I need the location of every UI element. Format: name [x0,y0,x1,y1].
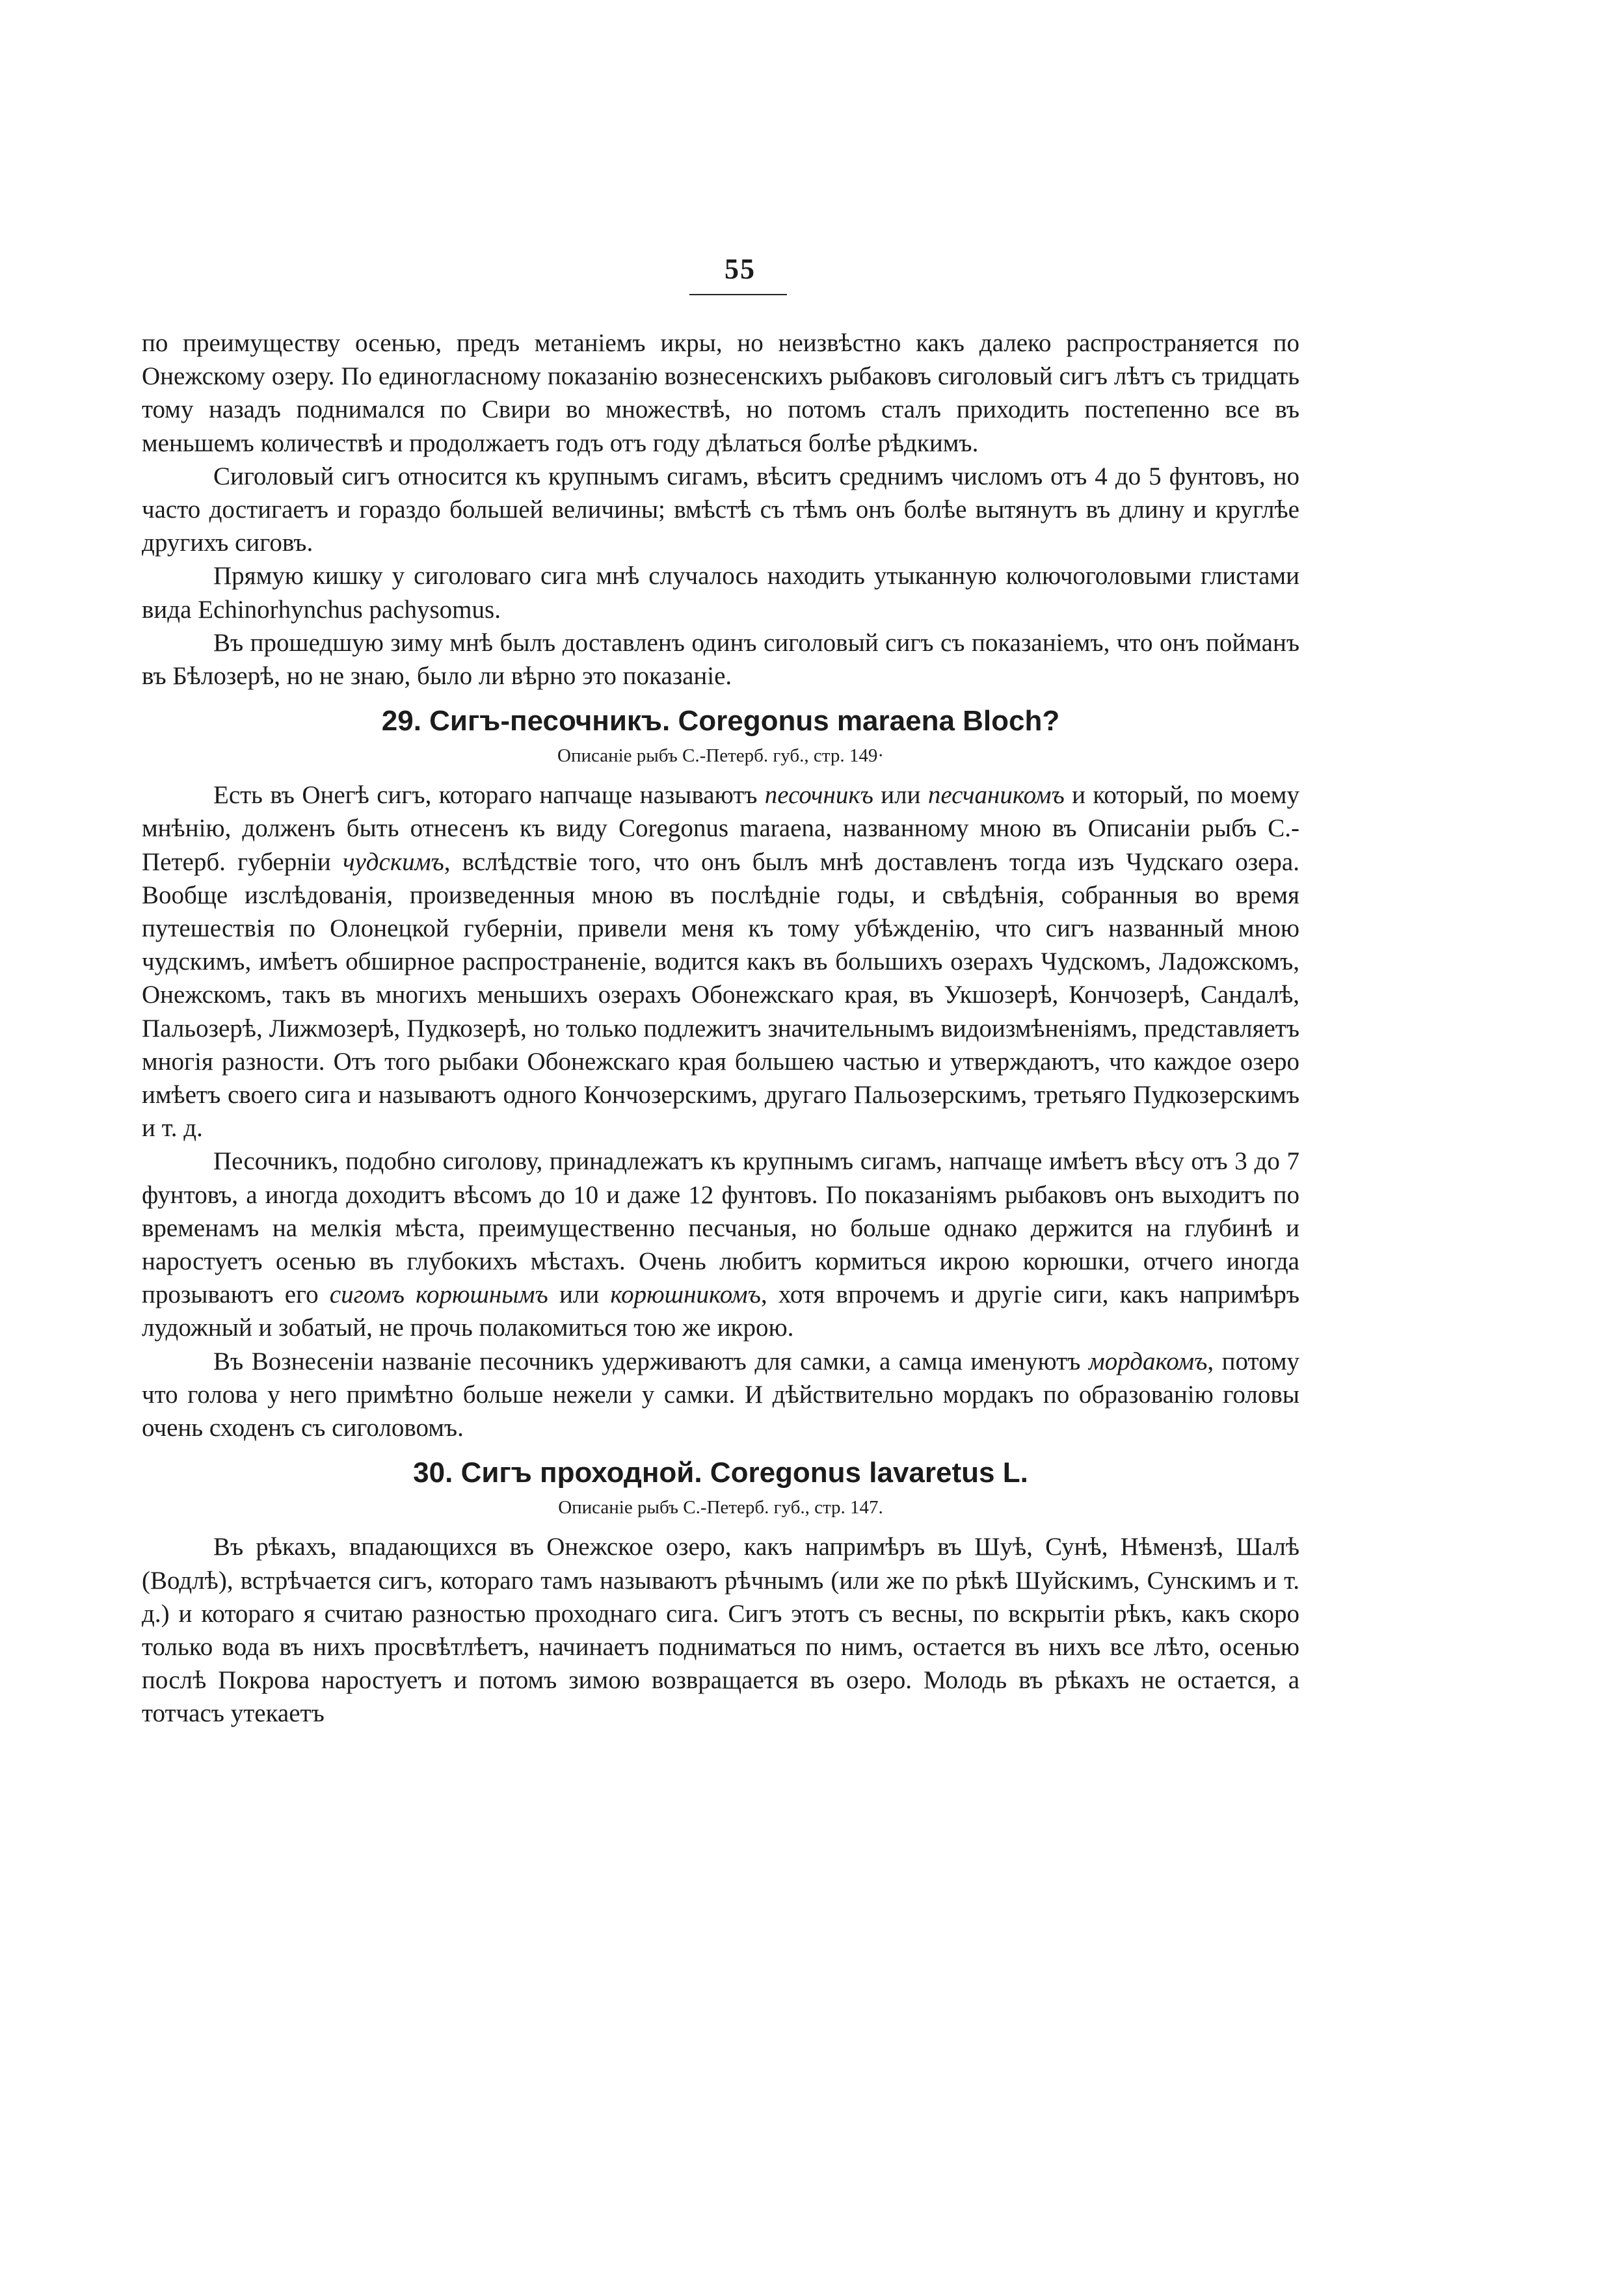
section-29-heading: 29. Сигъ-песочникъ. Coregonus maraena Bloch? [381,705,1060,737]
section-29-reference: Описаніе рыбъ С.-Петерб. губ., стр. 149· [557,745,884,767]
intro-paragraph-1: по преимуществу осенью, предъ метаніемъ икры, но неизвѣстно какъ далеко распространяется по Онежскому озеру. По единогласному показанію вознесенскихъ рыбаковъ сиголовый сигъ лѣтъ съ тридцать тому назадъ поднимался по Свири во множествѣ, но потомъ сталъ приходить постепенно все въ меньшемъ количествѣ и продолжаетъ годъ отъ году дѣлаться болѣе рѣдкимъ. [142,329,1299,457]
text-run: , вслѣдствіе того, что онъ былъ мнѣ доставленъ тогда изъ Чудскаго озера. Вообще изслѣдованія, произведенныя мною въ послѣдніе годы, и свѣдѣнія, собранныя во время путешествія по Олонецкой губерніи, привели меня къ тому убѣжденію, что сигъ названный мною чудскимъ, имѣетъ обширное распространеніе, водится какъ въ большихъ озерахъ Чудскомъ, Ладожскомъ, Онежскомъ, такъ въ многихъ меньшихъ озерахъ Обонежскаго края, въ Укшозерѣ, Кончозерѣ, Сандалѣ, Пальозерѣ, Лижмозерѣ, Пудкозерѣ, но только подлежитъ значительнымъ видоизмѣненіямъ, представляетъ многія разности. Отъ того рыбаки Обонежскаго края большею частью и утверждаютъ, что каждое озеро имѣетъ своего сига и называютъ одного Кончозерскимъ, другаго Пальозерскимъ, третьяго Пудкозерскимъ и т. д. [142,847,1299,1143]
section-30-heading: 30. Сигъ проходной. Coregonus lavaretus L. [413,1457,1028,1489]
section-29-paragraph-3 [142,1345,1299,1445]
italic-term: песочникъ [764,781,873,810]
text-run: , потому что голова у него примѣтно больше нежели у самки. И дѣйствительно мордакъ по образованію головы очень сходенъ съ сиголовомъ. [142,1347,1300,1442]
text-run: Песочникъ, подобно сиголову, принадлежатъ къ крупнымъ сигамъ, напчаще имѣетъ вѣсу отъ 3 до 7 фунтовъ, а иногда доходитъ вѣсомъ до 10 и даже 12 фунтовъ. По показаніямъ рыбаковъ онъ выходитъ по временамъ на мелкія мѣста, преимущественно песчаныя, но больше однако держится на глубинѣ и наростуетъ осенью въ глубокихъ мѣстахъ. Очень любитъ кормиться икрою корюшки, отчего иногда прозываютъ его [142,1147,1299,1309]
text-run: Есть въ Онегѣ сигъ, котораго напчаще называютъ [213,781,765,810]
text-run: или [548,1280,611,1309]
italic-term: мордакомъ [1088,1347,1208,1375]
page-number-rule [689,294,787,295]
section-29-paragraph-2 [142,1145,1299,1344]
italic-term: сигомъ корюшнымъ [329,1280,548,1309]
italic-term: чудскимъ [343,847,444,876]
intro-paragraph-3: Прямую кишку у сиголоваго сига мнѣ случалось находить утыканную колючоголовыми глистами вида Echinorhynchus pachysomus. [142,562,1299,624]
text-run: , хотя впрочемъ и другіе сиги, какъ напримѣръ лудожный и зобатый, не прочь полакомиться тою же икрою. [142,1280,1299,1342]
text-run: и который, по моему мнѣнію, долженъ быть отнесенъ къ виду Coregonus maraena, названному мною въ Описаніи рыбъ С.-Петерб. губерніи [142,781,1299,876]
text-run: Въ Вознесеніи названіе песочникъ удерживаютъ для самки, а самца именуютъ [213,1347,1089,1375]
italic-term: корюшникомъ [610,1280,761,1309]
page-number: 55 [725,253,756,285]
section-30-paragraph-1: Въ рѣкахъ, впадающихся въ Онежское озеро, какъ напримѣръ въ Шуѣ, Сунѣ, Нѣмензѣ, Шалѣ (Водлѣ), встрѣчается сигъ, котораго тамъ называютъ рѣчнымъ (или же по рѣкѣ Шуйскимъ, Сунскимъ и т. д.) и котораго я считаю разностью проходнаго сига. Сигъ этотъ съ весны, по вскрытіи рѣкъ, какъ скоро только вода въ нихъ просвѣтлѣетъ, начинаетъ подниматься по нимъ, остается въ нихъ все лѣто, осенью послѣ Покрова наростуетъ и потомъ зимою возвращается въ озеро. Молодь въ рѣкахъ не остается, а тотчасъ утекаетъ [142,1533,1299,1728]
text-run: или [873,781,928,810]
section-29-paragraph-1 [142,778,1299,1145]
intro-paragraph-2: Сиголовый сигъ относится къ крупнымъ сигамъ, вѣситъ среднимъ числомъ отъ 4 до 5 фунтовъ, но часто достигаетъ и гораздо большей величины; вмѣстѣ съ тѣмъ онъ болѣе вытянутъ въ длину и круглѣе другихъ сиговъ. [142,462,1299,557]
body-text [142,326,1299,1731]
section-30-reference: Описаніе рыбъ С.-Петерб. губ., стр. 147. [558,1497,883,1519]
italic-term: песчаникомъ [927,781,1065,810]
intro-paragraph-4: Въ прошедшую зиму мнѣ былъ доставленъ одинъ сиголовый сигъ съ показаніемъ, что онъ пойманъ въ Бѣлозерѣ, но не знаю, было ли вѣрно это показаніе. [142,628,1299,691]
